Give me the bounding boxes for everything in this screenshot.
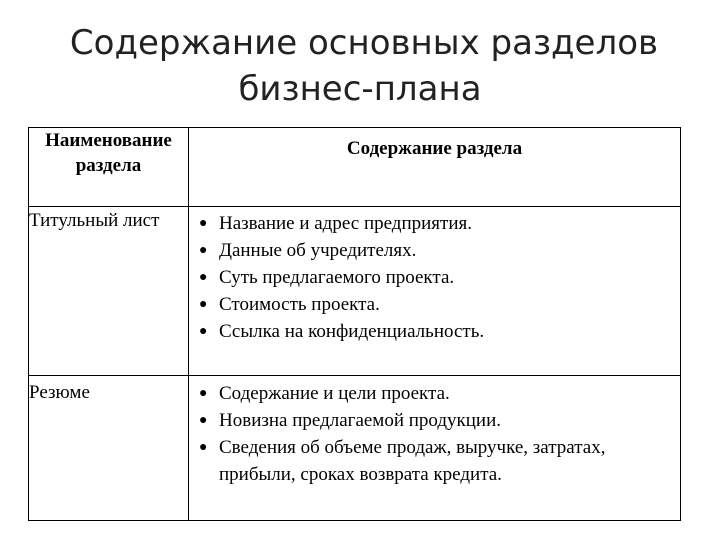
bullet-icon: ●	[199, 216, 208, 231]
bullet-icon: ●	[199, 243, 208, 258]
list-item	[195, 407, 676, 434]
table-row	[29, 207, 681, 376]
section-points-list	[189, 207, 680, 345]
header-section-content: Содержание раздела	[189, 128, 681, 207]
list-item-text: Ссылка на конфиденциальность.	[219, 321, 485, 342]
list-item-text: Сведения об объеме продаж, выручке, затратах, прибыли, сроках возврата кредита.	[219, 437, 606, 485]
header-section-name: Наименование раздела	[29, 128, 189, 207]
list-item	[195, 318, 676, 345]
business-plan-sections-table	[28, 127, 681, 521]
list-item-text: Содержание и цели проекта.	[219, 383, 450, 404]
list-item-text: Данные об учредителях.	[219, 240, 417, 261]
section-points-list	[189, 376, 680, 488]
section-content-cell	[189, 376, 681, 521]
list-item-text: Суть предлагаемого проекта.	[219, 267, 455, 288]
slide-title-line-1: Содержание основных разделов	[69, 23, 659, 63]
bullet-icon: ●	[199, 386, 208, 401]
list-item	[195, 210, 676, 237]
bullet-icon: ●	[199, 324, 208, 339]
list-item	[195, 264, 676, 291]
list-item-text: Стоимость проекта.	[219, 294, 380, 315]
list-item-text: Название и адрес предприятия.	[219, 213, 472, 234]
section-content-cell	[189, 207, 681, 376]
section-name-cell: Резюме	[29, 376, 189, 521]
slide-title	[0, 20, 720, 112]
section-name-cell: Титульный лист	[29, 207, 189, 376]
list-item	[195, 380, 676, 407]
list-item	[195, 291, 676, 318]
list-item-text: Новизна предлагаемой продукции.	[219, 410, 502, 431]
table-header-row	[29, 128, 681, 207]
slide-title-line-2: бизнес-плана	[238, 69, 482, 109]
bullet-icon: ●	[199, 297, 208, 312]
table-row	[29, 376, 681, 521]
list-item	[195, 434, 676, 488]
bullet-icon: ●	[199, 270, 208, 285]
bullet-icon: ●	[199, 440, 208, 455]
bullet-icon: ●	[199, 413, 208, 428]
list-item	[195, 237, 676, 264]
